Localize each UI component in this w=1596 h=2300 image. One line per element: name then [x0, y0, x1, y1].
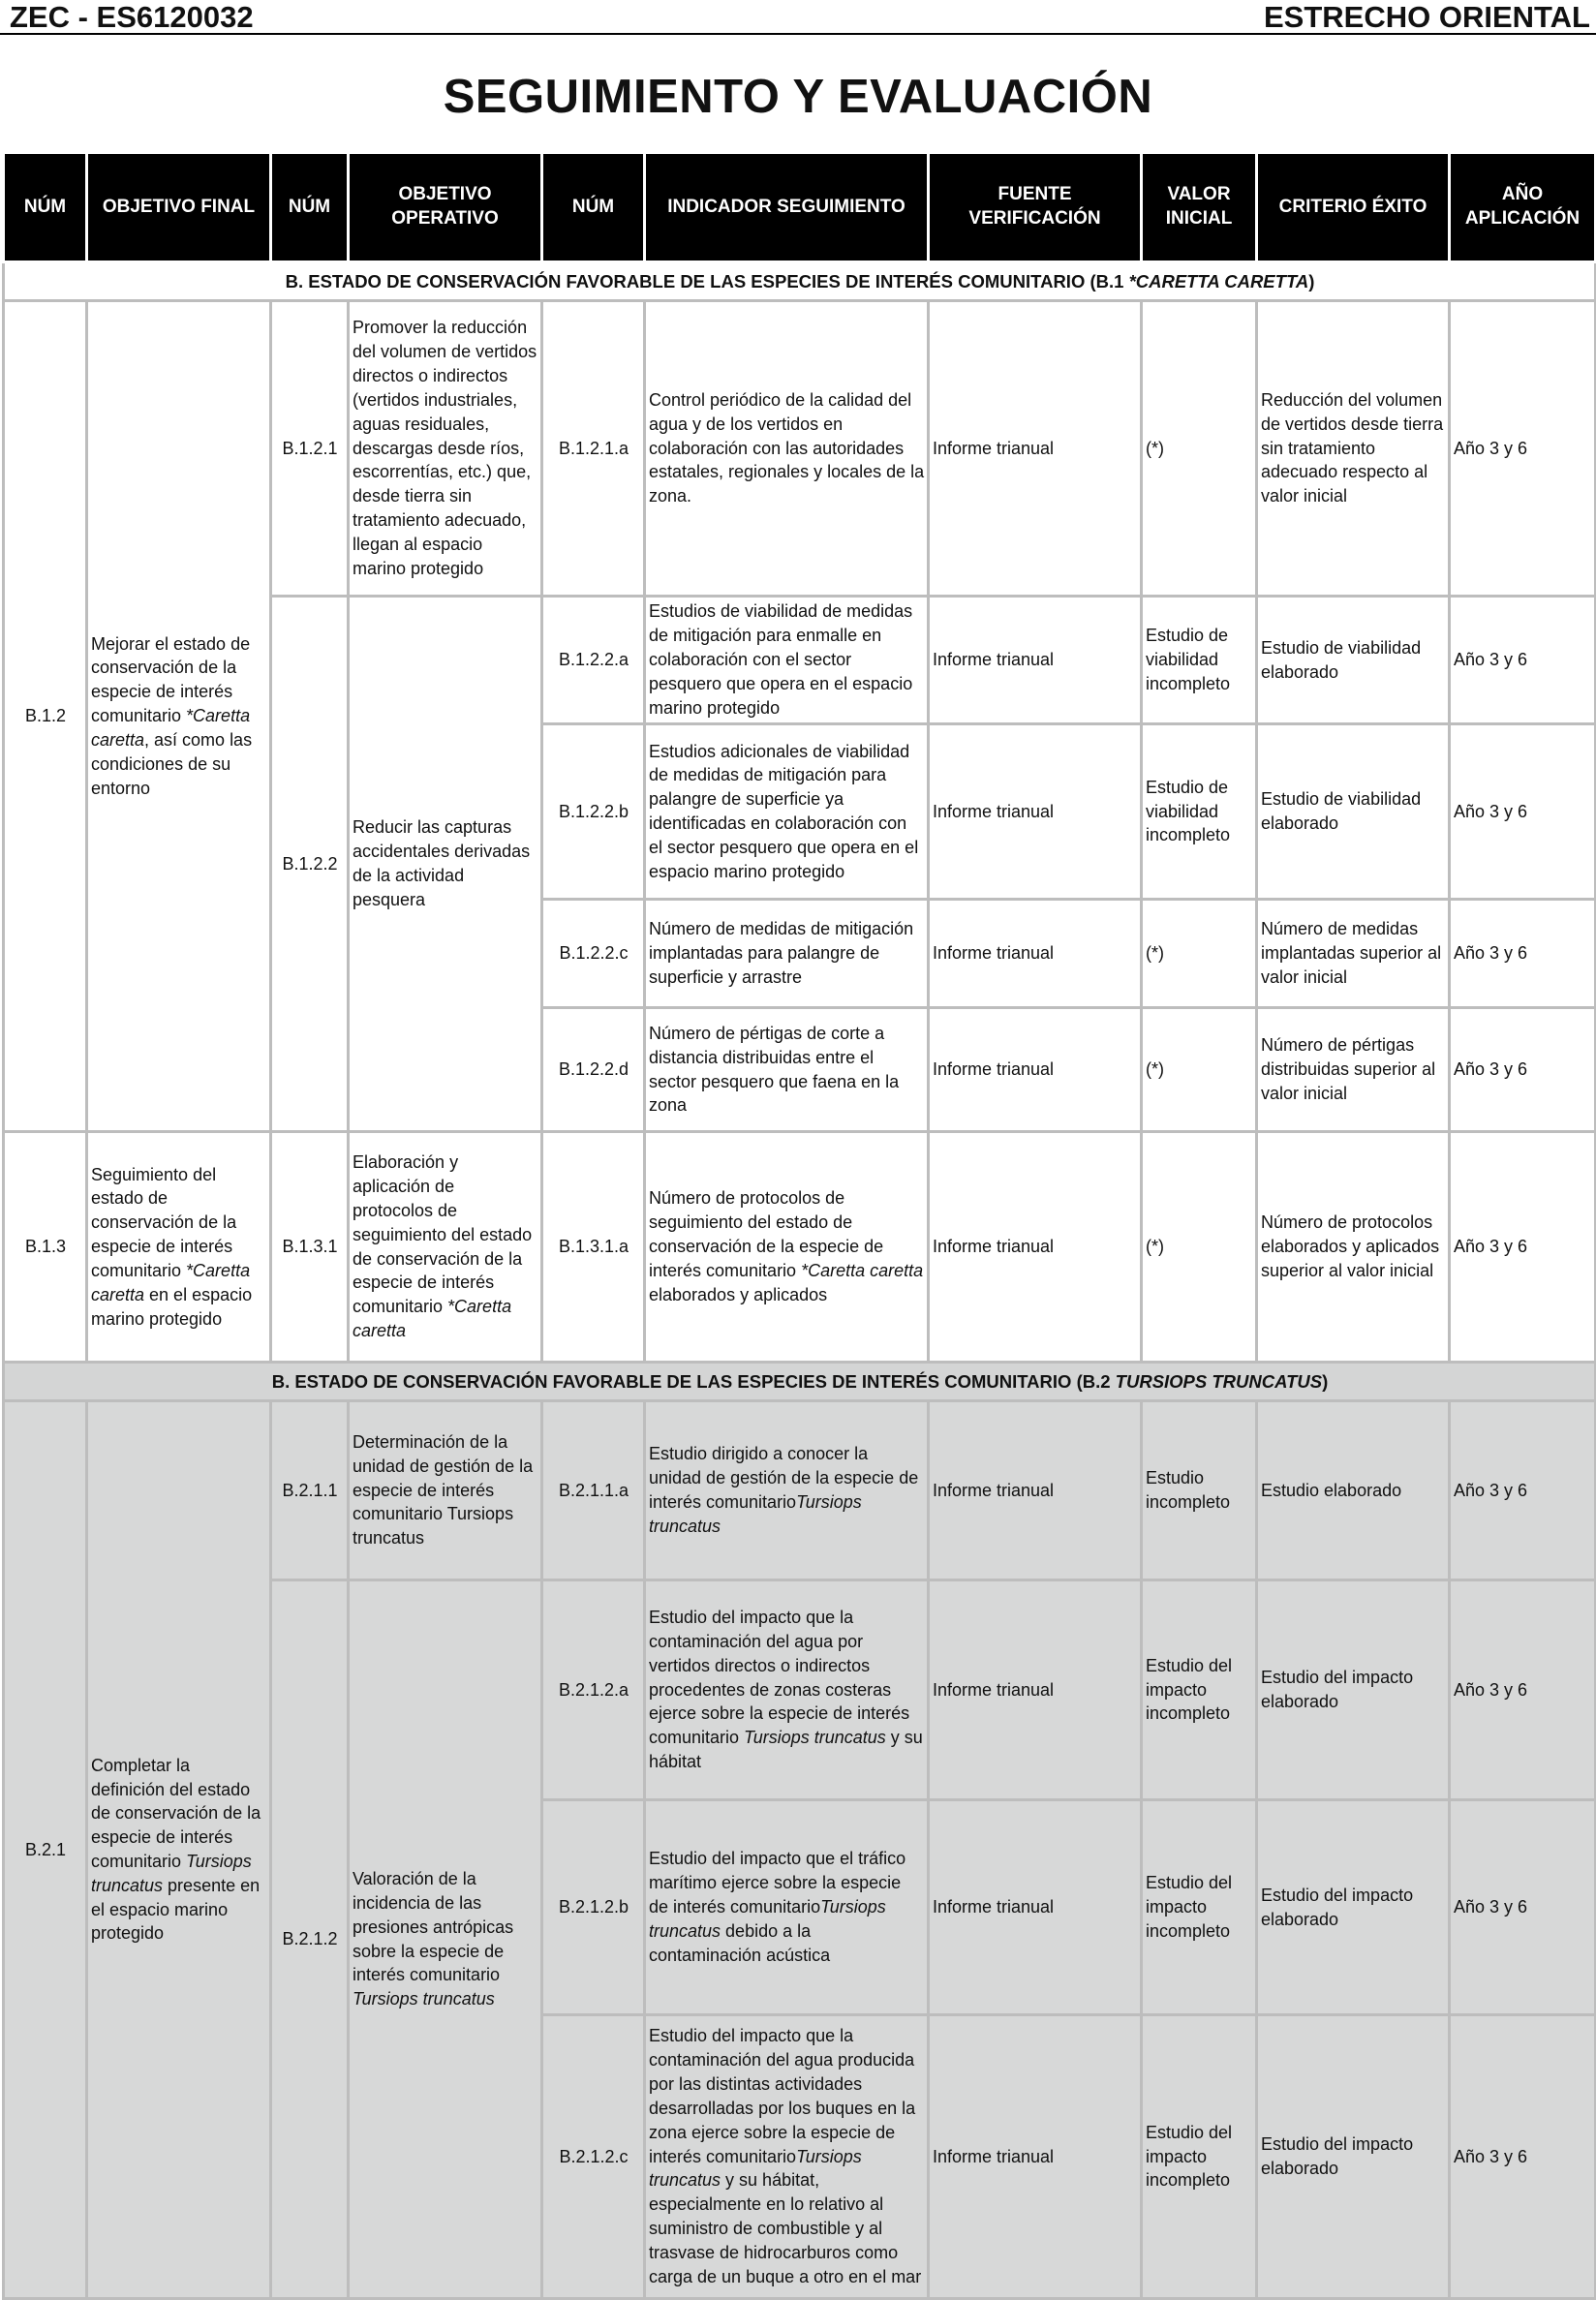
- col-header-valor-inicial: VALOR INICIAL: [1142, 153, 1257, 262]
- indicator-text: Estudio del impacto que el tráfico marítimo ejerce sobre la especie de interés comunitarioTursiops truncatus debido a la contaminación acústica: [645, 1800, 929, 2015]
- success-criterion: Número de protocolos elaborados y aplicados superior al valor inicial: [1257, 1132, 1450, 1363]
- indicator-text: Número de protocolos de seguimiento del estado de conservación de la especie de interés comunitario *Caretta caretta elaborados y aplicados: [645, 1132, 929, 1363]
- objective-num: B.1.3: [4, 1132, 87, 1363]
- indicator-text: Estudios de viabilidad de medidas de mitigación para enmalle en colaboración con el sector pesquero que opera en el espacio marino protegido: [645, 597, 929, 724]
- table-row: [4, 301, 1596, 597]
- indicator-num: B.1.3.1.a: [542, 1132, 645, 1363]
- col-header-criterio: CRITERIO ÉXITO: [1257, 153, 1450, 262]
- application-year: Año 3 y 6: [1450, 1132, 1596, 1363]
- col-header-fuente: FUENTE VERIFICACIÓN: [929, 153, 1142, 262]
- indicator-text: Estudio dirigido a conocer la unidad de gestión de la especie de interés comunitarioTursiops truncatus: [645, 1401, 929, 1580]
- initial-value: Estudio incompleto: [1142, 1401, 1257, 1580]
- indicator-num: B.2.1.2.b: [542, 1800, 645, 2015]
- operative-objective: Determinación de la unidad de gestión de la especie de interés comunitario Tursiops truncatus: [349, 1401, 542, 1580]
- indicator-text: Estudio del impacto que la contaminación del agua producida por las distintas actividades desarrolladas por los buques en la zona ejerce sobre la especie de interés comunitarioTursiops truncatus y su hábitat, especialmente en lo relativo al suministro de combustible y al trasvase de hidrocarburos como carga de un buque a otro en el mar: [645, 2015, 929, 2299]
- operative-objective: Valoración de la incidencia de las presiones antrópicas sobre la especie de interés comunitario Tursiops truncatus: [349, 1580, 542, 2299]
- application-year: Año 3 y 6: [1450, 900, 1596, 1008]
- section-row-b1: [4, 262, 1596, 301]
- success-criterion: Estudio de viabilidad elaborado: [1257, 724, 1450, 900]
- operative-num: B.1.2.1: [271, 301, 349, 597]
- verification-source: Informe trianual: [929, 1008, 1142, 1132]
- verification-source: Informe trianual: [929, 1401, 1142, 1580]
- operative-num: B.1.3.1: [271, 1132, 349, 1363]
- indicator-num: B.1.2.2.b: [542, 724, 645, 900]
- col-header-objetivo-operativo: OBJETIVO OPERATIVO: [349, 153, 542, 262]
- application-year: Año 3 y 6: [1450, 1401, 1596, 1580]
- col-header-indicador: INDICADOR SEGUIMIENTO: [645, 153, 929, 262]
- indicator-text: Control periódico de la calidad del agua y de los vertidos en colaboración con las autoridades estatales, regionales y locales de la zona.: [645, 301, 929, 597]
- initial-value: (*): [1142, 900, 1257, 1008]
- objective-final: Seguimiento del estado de conservación de la especie de interés comunitario *Caretta caretta en el espacio marino protegido: [87, 1132, 271, 1363]
- monitoring-table: [2, 151, 1596, 2300]
- section-row-b2: [4, 1363, 1596, 1401]
- section-title: B. ESTADO DE CONSERVACIÓN FAVORABLE DE LAS ESPECIES DE INTERÉS COMUNITARIO (B.2 TURSIOPS TRUNCATUS): [4, 1363, 1596, 1401]
- operative-num: B.2.1.2: [271, 1580, 349, 2299]
- table-row: [4, 1132, 1596, 1363]
- verification-source: Informe trianual: [929, 597, 1142, 724]
- col-header-num: NÚM: [542, 153, 645, 262]
- section-title: B. ESTADO DE CONSERVACIÓN FAVORABLE DE LAS ESPECIES DE INTERÉS COMUNITARIO (B.1 *CARETTA CARETTA): [4, 262, 1596, 301]
- col-header-num: NÚM: [271, 153, 349, 262]
- application-year: Año 3 y 6: [1450, 1800, 1596, 2015]
- application-year: Año 3 y 6: [1450, 1580, 1596, 1800]
- verification-source: Informe trianual: [929, 1580, 1142, 1800]
- operative-objective: Elaboración y aplicación de protocolos de seguimiento del estado de conservación de la especie de interés comunitario *Caretta caretta: [349, 1132, 542, 1363]
- success-criterion: Estudio de viabilidad elaborado: [1257, 597, 1450, 724]
- verification-source: Informe trianual: [929, 1800, 1142, 2015]
- objective-final: Completar la definición del estado de conservación de la especie de interés comunitario Tursiops truncatus presente en el espacio marino protegido: [87, 1401, 271, 2299]
- indicator-num: B.1.2.2.c: [542, 900, 645, 1008]
- success-criterion: Número de pértigas distribuidas superior al valor inicial: [1257, 1008, 1450, 1132]
- application-year: Año 3 y 6: [1450, 724, 1596, 900]
- objective-num: B.1.2: [4, 301, 87, 1132]
- indicator-num: B.1.2.2.a: [542, 597, 645, 724]
- indicator-num: B.2.1.2.c: [542, 2015, 645, 2299]
- table-header-row: [4, 153, 1596, 262]
- col-header-objetivo-final: OBJETIVO FINAL: [87, 153, 271, 262]
- verification-source: Informe trianual: [929, 724, 1142, 900]
- application-year: Año 3 y 6: [1450, 301, 1596, 597]
- indicator-num: B.2.1.2.a: [542, 1580, 645, 1800]
- operative-num: B.2.1.1: [271, 1401, 349, 1580]
- initial-value: Estudio de viabilidad incompleto: [1142, 597, 1257, 724]
- indicator-num: B.2.1.1.a: [542, 1401, 645, 1580]
- initial-value: (*): [1142, 1132, 1257, 1363]
- application-year: Año 3 y 6: [1450, 2015, 1596, 2299]
- application-year: Año 3 y 6: [1450, 1008, 1596, 1132]
- initial-value: (*): [1142, 1008, 1257, 1132]
- table-row: [4, 1401, 1596, 1580]
- verification-source: Informe trianual: [929, 2015, 1142, 2299]
- initial-value: Estudio del impacto incompleto: [1142, 1800, 1257, 2015]
- site-name: ESTRECHO ORIENTAL: [1264, 0, 1590, 34]
- page-title: SEGUIMIENTO Y EVALUACIÓN: [443, 71, 1153, 123]
- initial-value: Estudio del impacto incompleto: [1142, 2015, 1257, 2299]
- verification-source: Informe trianual: [929, 1132, 1142, 1363]
- success-criterion: Estudio del impacto elaborado: [1257, 1800, 1450, 2015]
- objective-num: B.2.1: [4, 1401, 87, 2299]
- page-header: [0, 0, 1596, 35]
- verification-source: Informe trianual: [929, 301, 1142, 597]
- operative-objective: Promover la reducción del volumen de vertidos directos o indirectos (vertidos industriales, aguas residuales, descargas desde ríos, escorrentías, etc.) que, desde tierra sin tratamiento adecuado, llegan al espacio marino protegido: [349, 301, 542, 597]
- col-header-num: NÚM: [4, 153, 87, 262]
- indicator-text: Estudio del impacto que la contaminación del agua por vertidos directos o indirectos procedentes de zonas costeras ejerce sobre la especie de interés comunitario Tursiops truncatus y su hábitat: [645, 1580, 929, 1800]
- success-criterion: Estudio del impacto elaborado: [1257, 2015, 1450, 2299]
- operative-num: B.1.2.2: [271, 597, 349, 1132]
- success-criterion: Estudio elaborado: [1257, 1401, 1450, 1580]
- objective-final: Mejorar el estado de conservación de la especie de interés comunitario *Caretta caretta, así como las condiciones de su entorno: [87, 301, 271, 1132]
- indicator-num: B.1.2.2.d: [542, 1008, 645, 1132]
- indicator-text: Número de pértigas de corte a distancia distribuidas entre el sector pesquero que faena en la zona: [645, 1008, 929, 1132]
- indicator-num: B.1.2.1.a: [542, 301, 645, 597]
- initial-value: (*): [1142, 301, 1257, 597]
- operative-objective: Reducir las capturas accidentales derivadas de la actividad pesquera: [349, 597, 542, 1132]
- indicator-text: Estudios adicionales de viabilidad de medidas de mitigación para palangre de superficie ya identificadas en colaboración con el sector pesquero que opera en el espacio marino protegido: [645, 724, 929, 900]
- initial-value: Estudio de viabilidad incompleto: [1142, 724, 1257, 900]
- success-criterion: Reducción del volumen de vertidos desde tierra sin tratamiento adecuado respecto al valor inicial: [1257, 301, 1450, 597]
- site-code: ZEC - ES6120032: [10, 0, 254, 34]
- col-header-anio: AÑO APLICACIÓN: [1450, 153, 1596, 262]
- indicator-text: Número de medidas de mitigación implantadas para palangre de superficie y arrastre: [645, 900, 929, 1008]
- verification-source: Informe trianual: [929, 900, 1142, 1008]
- initial-value: Estudio del impacto incompleto: [1142, 1580, 1257, 1800]
- success-criterion: Número de medidas implantadas superior al valor inicial: [1257, 900, 1450, 1008]
- application-year: Año 3 y 6: [1450, 597, 1596, 724]
- success-criterion: Estudio del impacto elaborado: [1257, 1580, 1450, 1800]
